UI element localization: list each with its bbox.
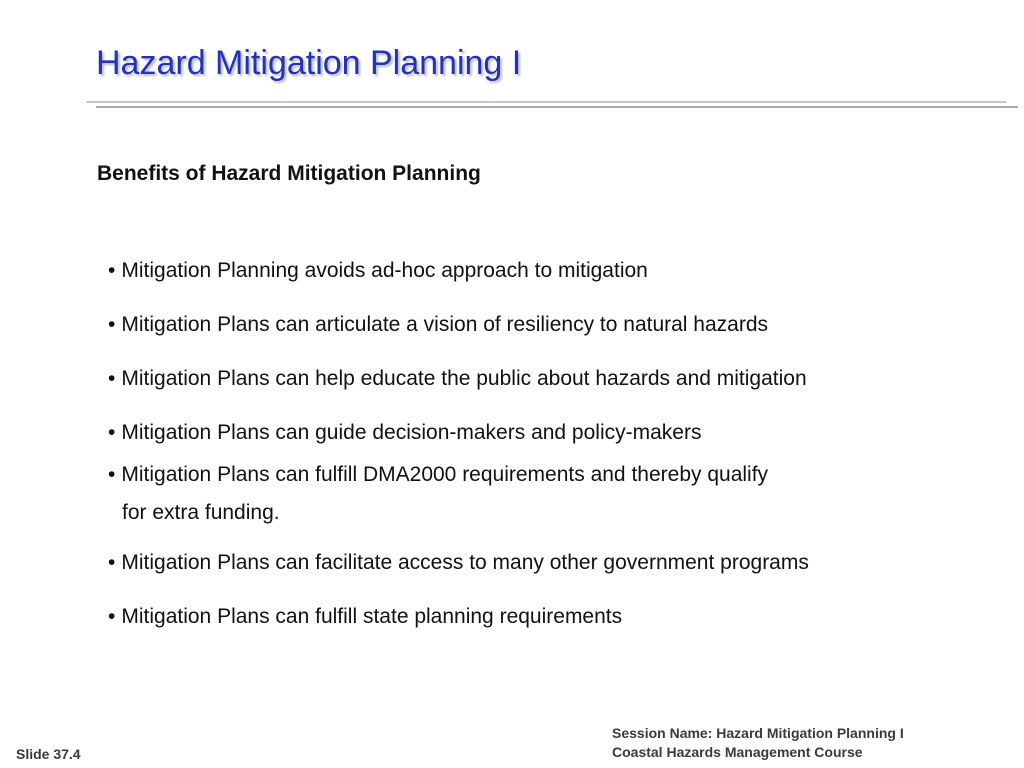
bullet-item (108, 420, 701, 446)
bullet-item (108, 312, 768, 338)
slide-title: Hazard Mitigation Planning I (96, 44, 522, 82)
bullet-dot: • (108, 551, 116, 574)
course-name: Coastal Hazards Management Course (612, 744, 863, 760)
bullet-item (108, 258, 648, 284)
bullet-dot: • (108, 367, 116, 390)
title-divider-bottom (96, 106, 1018, 108)
bullet-item (108, 604, 622, 630)
bullet-item (108, 550, 809, 576)
footer-session-info (612, 724, 904, 762)
bullet-item (108, 366, 807, 392)
bullet-text: Mitigation Plans can fulfill DMA2000 requirements and thereby qualify (121, 463, 769, 486)
bullet-dot: • (108, 605, 116, 628)
title-divider-top (86, 101, 1006, 103)
bullet-text: Mitigation Plans can facilitate access to many other government programs (121, 551, 809, 574)
session-name: Session Name: Hazard Mitigation Planning I (612, 725, 904, 741)
bullet-continuation: for extra funding. (122, 501, 280, 524)
bullet-dot: • (108, 421, 116, 444)
bullet-item (108, 462, 768, 526)
bullet-text: Mitigation Plans can articulate a vision of resiliency to natural hazards (121, 313, 769, 336)
bullet-text: Mitigation Planning avoids ad-hoc approach to mitigation (121, 259, 648, 282)
bullet-text: Mitigation Plans can help educate the public about hazards and mitigation (121, 367, 807, 390)
bullet-dot: • (108, 463, 116, 486)
slide-number: Slide 37.4 (16, 746, 81, 762)
bullet-text: Mitigation Plans can fulfill state planning requirements (121, 605, 623, 628)
bullet-text: Mitigation Plans can guide decision-makers and policy-makers (121, 421, 702, 444)
bullet-dot: • (108, 259, 116, 282)
bullet-dot: • (108, 313, 116, 336)
slide-subtitle: Benefits of Hazard Mitigation Planning (97, 162, 481, 185)
